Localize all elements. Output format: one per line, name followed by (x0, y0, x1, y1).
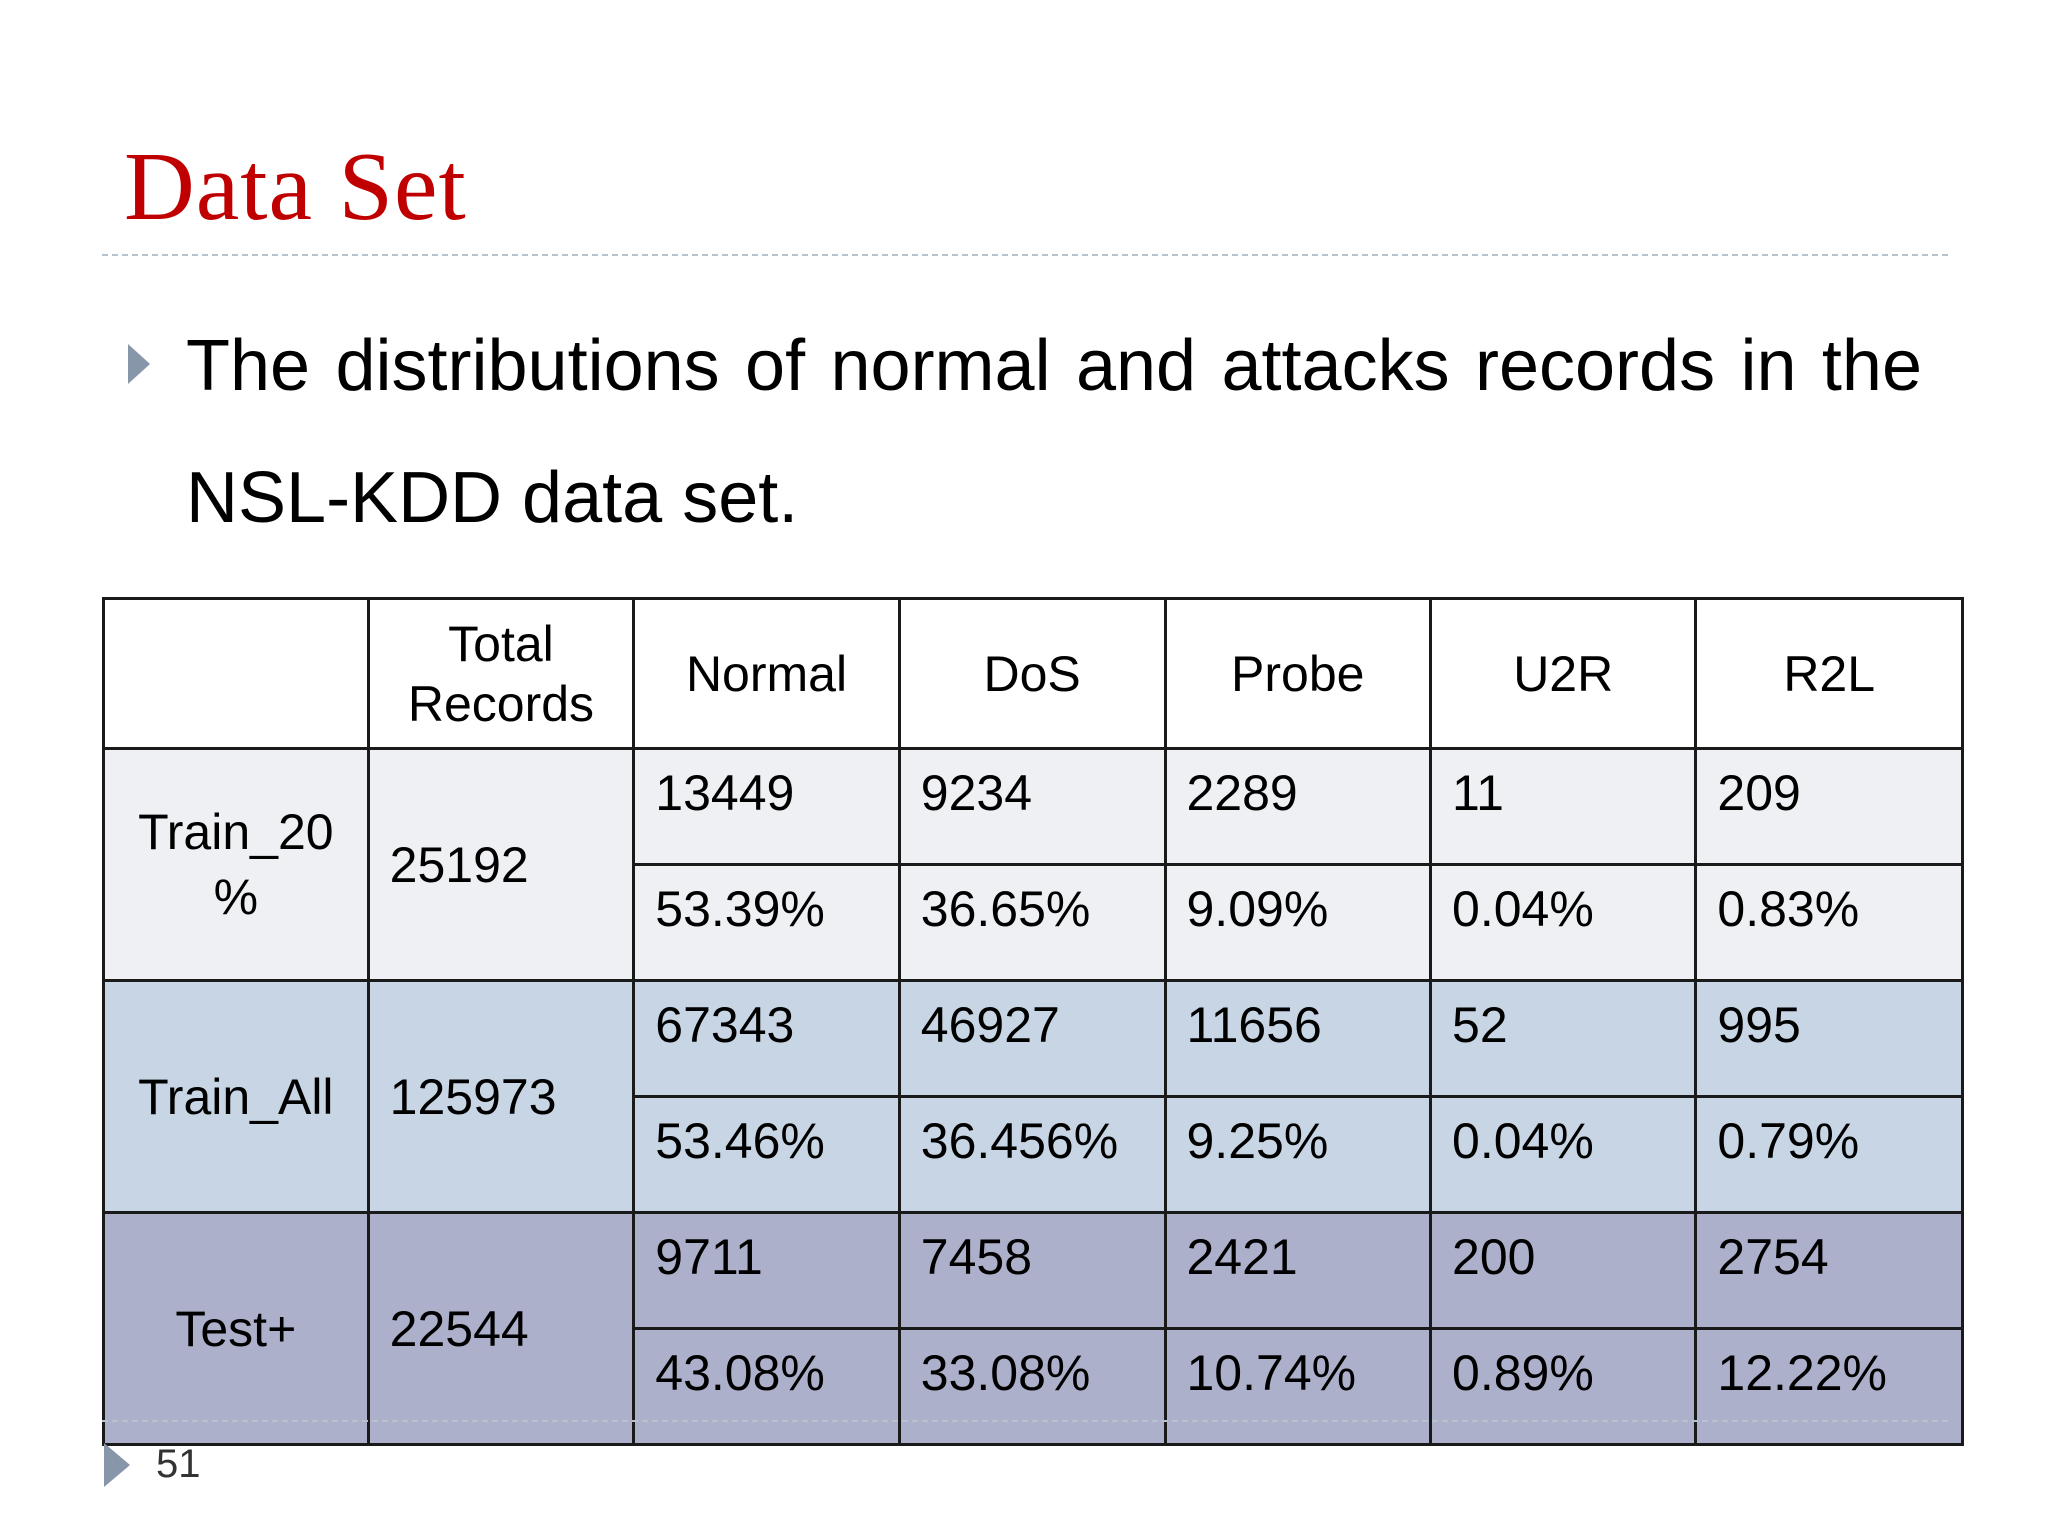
count-dos: 46927 (899, 981, 1165, 1097)
page-number: 51 (156, 1442, 201, 1486)
header-r2l: R2L (1696, 599, 1963, 749)
header-cell-empty (104, 599, 369, 749)
table-row (104, 981, 1963, 1097)
count-r2l: 2754 (1696, 1213, 1963, 1329)
slide-title: Data Set (124, 133, 467, 241)
row-header-test-plus: Test+ (104, 1213, 369, 1445)
count-normal: 9711 (634, 1213, 900, 1329)
percent-probe: 9.25% (1165, 1097, 1431, 1213)
table-row (104, 749, 1963, 865)
percent-u2r: 0.04% (1431, 1097, 1696, 1213)
header-total-records-text: Total Records (407, 615, 595, 732)
table-row (104, 1213, 1963, 1329)
table-header-row (104, 599, 1963, 749)
row-header-text: Train_20 % (138, 803, 334, 925)
total-records-cell: 22544 (368, 1213, 634, 1445)
header-dos: DoS (899, 599, 1165, 749)
header-total-records (368, 599, 634, 749)
percent-dos: 36.456% (899, 1097, 1165, 1213)
count-probe: 11656 (1165, 981, 1431, 1097)
header-normal: Normal (634, 599, 900, 749)
row-header-train-all: Train_All (104, 981, 369, 1213)
bullet-text: The distributions of normal and attacks records in the NSL-KDD data set. (186, 326, 1922, 538)
total-records-cell: 125973 (368, 981, 634, 1213)
percent-normal: 43.08% (634, 1329, 900, 1445)
count-probe: 2421 (1165, 1213, 1431, 1329)
percent-normal: 53.46% (634, 1097, 900, 1213)
count-normal: 67343 (634, 981, 900, 1097)
total-records-cell: 25192 (368, 749, 634, 981)
count-dos: 9234 (899, 749, 1165, 865)
count-probe: 2289 (1165, 749, 1431, 865)
percent-probe: 10.74% (1165, 1329, 1431, 1445)
footer-divider (102, 1420, 1948, 1422)
header-probe: Probe (1165, 599, 1431, 749)
percent-r2l: 12.22% (1696, 1329, 1963, 1445)
percent-r2l: 0.83% (1696, 865, 1963, 981)
count-r2l: 995 (1696, 981, 1963, 1097)
header-u2r: U2R (1431, 599, 1696, 749)
triangle-right-icon (104, 1443, 130, 1487)
distribution-table (102, 597, 1964, 1446)
percent-dos: 33.08% (899, 1329, 1165, 1445)
percent-normal: 53.39% (634, 865, 900, 981)
percent-dos: 36.65% (899, 865, 1165, 981)
count-u2r: 52 (1431, 981, 1696, 1097)
percent-probe: 9.09% (1165, 865, 1431, 981)
percent-u2r: 0.89% (1431, 1329, 1696, 1445)
count-dos: 7458 (899, 1213, 1165, 1329)
count-r2l: 209 (1696, 749, 1963, 865)
count-u2r: 200 (1431, 1213, 1696, 1329)
row-header-train-20 (104, 749, 369, 981)
percent-u2r: 0.04% (1431, 865, 1696, 981)
percent-r2l: 0.79% (1696, 1097, 1963, 1213)
count-u2r: 11 (1431, 749, 1696, 865)
triangle-right-icon (128, 344, 150, 384)
count-normal: 13449 (634, 749, 900, 865)
title-divider (102, 254, 1948, 256)
